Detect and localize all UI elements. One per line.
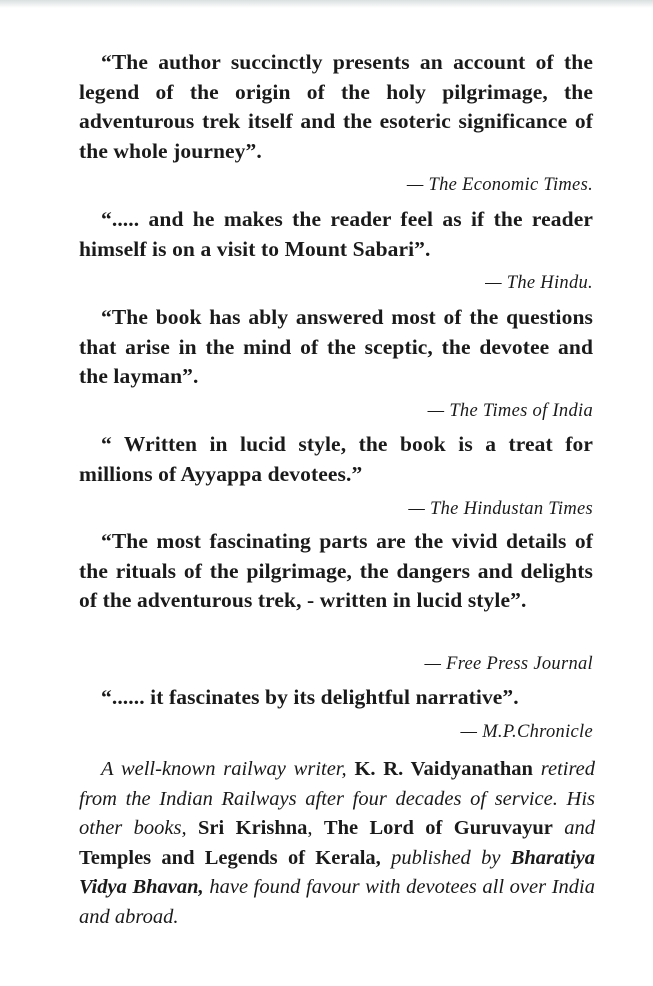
review-quote-hindu: “..... and he makes the reader feel as if the reader himself is on a visit to Mount Sabari”. <box>79 207 593 261</box>
conjunction: and <box>564 817 596 839</box>
review-quote-economic-times: “The author succinctly presents an account of the legend of the origin of the holy pilgrimage, the adventurous trek itself and the esoteric significance of the whole journey”. <box>79 50 593 163</box>
review-source-hindustan-times: — The Hindustan Times <box>408 499 593 519</box>
author-note <box>79 755 595 932</box>
review-source-hindu: — The Hindu. <box>485 273 593 293</box>
review-source-economic-times: — The Economic Times. <box>406 175 593 195</box>
review-quote-times-of-india: “The book has ably answered most of the questions that arise in the mind of the sceptic, the devotee and the layman”. <box>79 305 593 388</box>
review-quote-free-press-journal: “The most fascinating parts are the vivid details of the rituals of the pilgrimage, the dangers and delights of the adventurous trek, - written in lucid style”. <box>79 529 593 612</box>
book-title: Temples and Legends of Kerala, <box>79 846 381 869</box>
review-quote-mp-chronicle: “...... it fascinates by its delightful narrative”. <box>101 685 519 709</box>
review-source-free-press-journal: — Free Press Journal <box>424 654 593 674</box>
author-note-text: retired from the Indian Railways after four decades of service. His other books, <box>79 758 596 839</box>
author-note-text: A well-known railway writer, <box>101 758 347 780</box>
review-source-mp-chronicle: — M.P.Chronicle <box>460 722 593 742</box>
review-source-times-of-india: — The Times of India <box>427 401 593 421</box>
book-title: Sri Krishna <box>198 817 308 839</box>
review-quote-hindustan-times: “ Written in lucid style, the book is a treat for millions of Ayyappa devotees.” <box>79 432 593 486</box>
separator: , <box>307 817 313 839</box>
author-name: K. R. Vaidyanathan <box>354 758 533 780</box>
publisher-name: Bharatiya Vidya Bhavan, <box>79 846 596 898</box>
author-note-text: published by <box>391 846 501 869</box>
author-note-text: have found favour with devotees all over India and abroad. <box>79 876 596 928</box>
book-title: The Lord of Guruvayur <box>323 817 553 839</box>
